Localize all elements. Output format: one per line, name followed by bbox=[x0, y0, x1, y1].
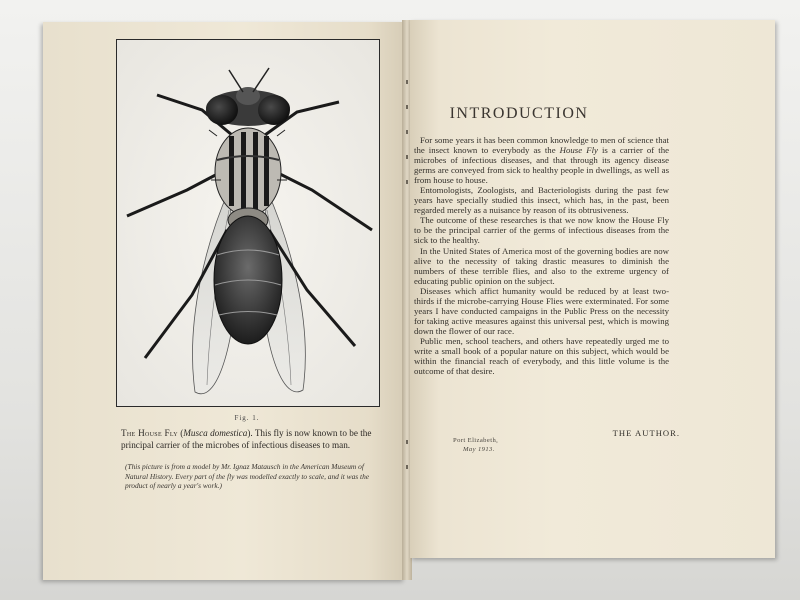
paragraph: The outcome of these researches is that we now know the House Fly to be the principal carrier of the germs of infectious diseases from the sick to the healthy. bbox=[414, 215, 669, 246]
binding-stitch bbox=[406, 80, 408, 84]
caption-species: Musca domestica bbox=[183, 428, 248, 438]
paragraph: Entomologists, Zoologists, and Bacteriologists during the past few years have specially studied this insect, which has, in the past, been regarded merely as a nuisance by reason of its obtrusiveness. bbox=[414, 185, 669, 216]
page-title: INTRODUCTION bbox=[449, 105, 589, 122]
binding-stitch bbox=[406, 440, 408, 444]
place: Port Elizabeth, bbox=[453, 437, 499, 444]
binding-stitch bbox=[406, 130, 408, 134]
binding-stitch bbox=[406, 180, 408, 184]
binding-stitch bbox=[406, 155, 408, 159]
house-fly-icon bbox=[117, 40, 379, 406]
binding-stitch bbox=[406, 465, 408, 469]
left-page bbox=[43, 22, 405, 580]
emphasis: House Fly bbox=[559, 145, 598, 156]
fly-photograph-plate bbox=[116, 39, 380, 407]
date: May 1913. bbox=[463, 446, 495, 453]
place-and-date bbox=[453, 436, 573, 454]
introduction-text bbox=[414, 135, 669, 376]
caption-text: ). This fly is now known to be the principal carrier of the microbes of infectious diseases to man. bbox=[121, 428, 372, 450]
figure-note: (This picture is from a model by Mr. Ignaz Matausch in the American Museum of Natural History. Every part of the fly was modelled exactly to scale, and it was the product of nearly a year's work.) bbox=[125, 462, 370, 491]
caption-title: The House Fly bbox=[121, 428, 178, 438]
paragraph: In the United States of America most of the governing bodies are now alive to the necessity of taking drastic measures to diminish the numbers of these terrible flies, and also to the extreme urgency of educating public opinion on the subject. bbox=[414, 245, 669, 286]
binding-stitch bbox=[406, 105, 408, 109]
paragraph: Diseases which affict humanity would be reduced by at least two-thirds if the microbe-carrying House Flies were exterminated. For some years I have conducted campaigns in the Public Press on the necessity for taking active measures against this universal pest, which is mowing down the flower of our race. bbox=[414, 285, 669, 336]
signature: THE AUTHOR. bbox=[612, 428, 680, 438]
figure-caption: The House Fly (Musca domestica). This fly is now known to be the principal carrier of the microbes of infectious diseases to man. bbox=[121, 428, 372, 450]
paragraph: For some years it has been common knowledge to men of science that the insect known to everybody as the House Fly is a carrier of the microbes of infectious diseases, and that through its agency disease germs are conveyed from sick to healthy people in dwellings, as well as from house to house. bbox=[414, 135, 669, 186]
paragraph: Public men, school teachers, and others have repeatedly urged me to write a small book of a popular nature on this subject, which would be within the financial reach of everybody, and this little volume is the outcome of that desire. bbox=[414, 335, 669, 377]
figure-label: Fig. 1. bbox=[234, 414, 260, 422]
